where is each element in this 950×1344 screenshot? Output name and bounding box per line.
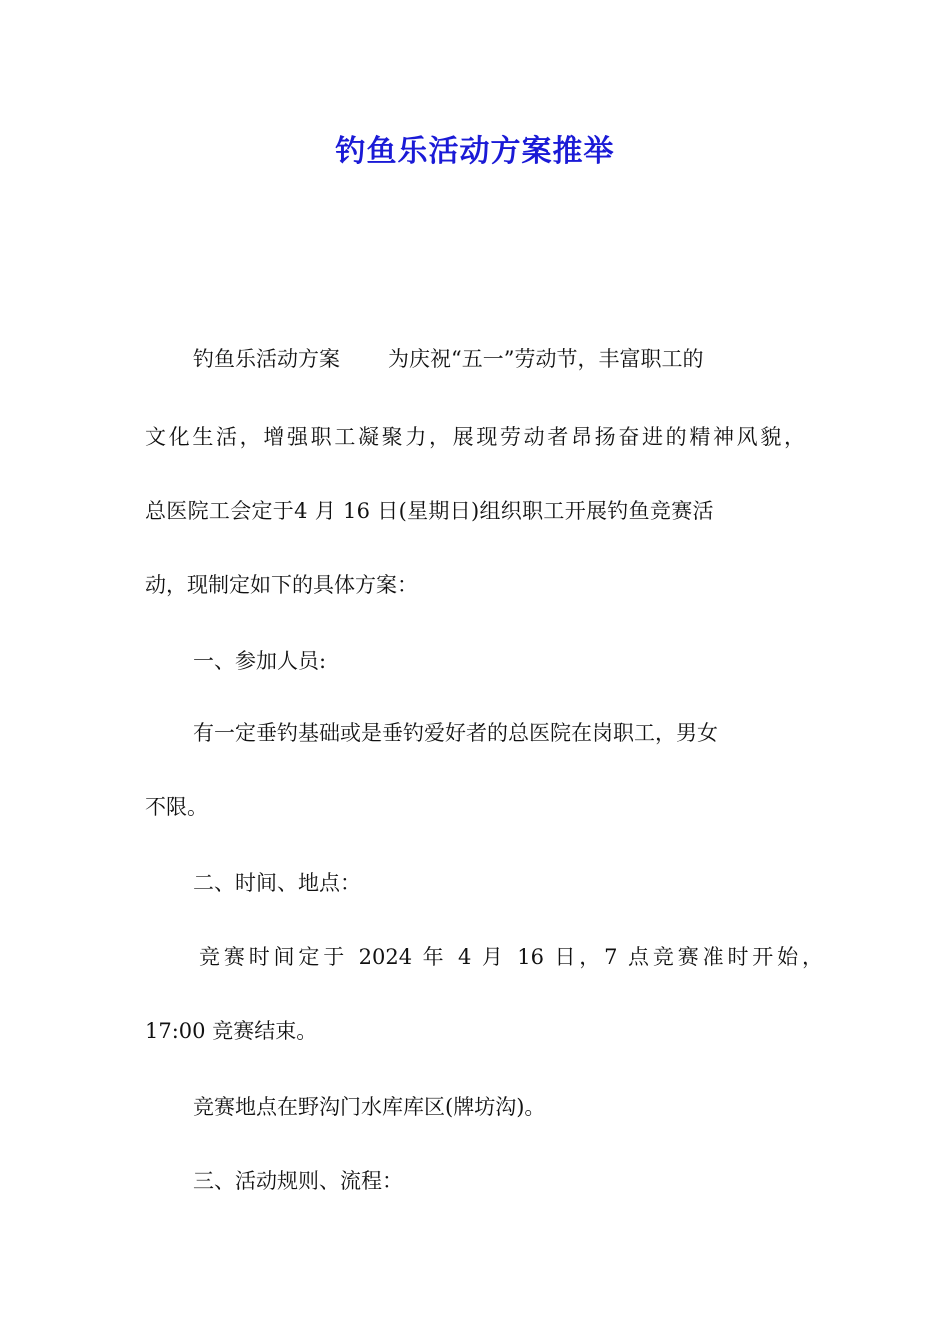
section-2-time-line-1: 竞赛时间定于 2024 年 4 月 16 日，7 点竞赛准时开始，	[199, 945, 823, 969]
section-2-heading: 二、时间、地点：	[193, 871, 361, 895]
document-title: 钓鱼乐活动方案推举	[335, 134, 615, 169]
intro-heading: 钓鱼乐活动方案	[193, 347, 340, 371]
section-2-place-line: 竞赛地点在野沟门水库库区(牌坊沟)。	[193, 1095, 546, 1119]
intro-line-2: 文化生活，增强职工凝聚力，展现劳动者昂扬奋进的精神风貌，	[145, 425, 805, 449]
section-1-heading: 一、参加人员:	[193, 649, 327, 673]
intro-line-3: 总医院工会定于4 月 16 日(星期日)组织职工开展钓鱼竞赛活	[145, 499, 714, 523]
section-3-heading: 三、活动规则、流程：	[193, 1169, 403, 1193]
section-2-time-line-2: 17:00 竞赛结束。	[145, 1019, 318, 1043]
section-1-line-1: 有一定垂钓基础或是垂钓爱好者的总医院在岗职工，男女	[193, 721, 718, 745]
intro-line-1	[193, 344, 805, 374]
section-1-line-2: 不限。	[145, 795, 208, 819]
intro-text-1: 为庆祝“五一”劳动节，丰富职工的	[388, 347, 704, 371]
intro-line-4: 动，现制定如下的具体方案：	[145, 573, 418, 597]
